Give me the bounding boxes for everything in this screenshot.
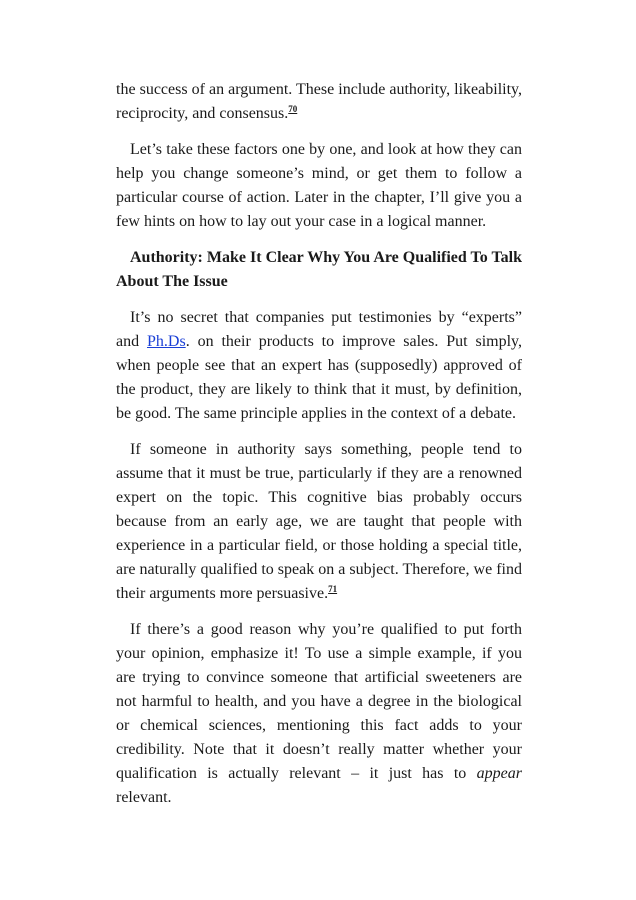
paragraph-5-text-a: If there’s a good reason why you’re qualified to put forth your opinion, emphasize it! To use a simple example, if you are trying to convince someone that artificial sweeteners are not harmful to health, and you have a degree in the biological or chemical sciences, mentioning this fact adds to your credibility. Note that it doesn’t really matter whether your qualification is actually relevant – it just has to [116,621,522,782]
paragraph-5-text-b: relevant. [116,789,172,806]
emphasis-appear: appear [476,765,522,782]
section-heading [116,246,522,294]
paragraph-3-text-b: . on their products to improve sales. Put simply, when people see that an expert has (supposedly) approved of the product, they are likely to think that it must, by definition, be good. The same principle applies in the context of a debate. [116,333,522,422]
paragraph-1-text: the success of an argument. These include authority, likeability, reciprocity, and consensus. [116,81,522,122]
paragraph-2 [116,138,522,234]
paragraph-5 [116,618,522,810]
paragraph-3-text-a: It’s no secret that companies put testimonies by “experts” and [116,309,522,350]
section-heading-text: Authority: Make It Clear Why You Are Qualified To Talk About The Issue [116,249,522,290]
paragraph-4 [116,438,522,606]
footnote-ref-71[interactable]: 71 [328,584,338,594]
paragraph-4-text: If someone in authority says something, people tend to assume that it must be true, particularly if they are a renowned expert on the topic. This cognitive bias probably occurs because from an early age, we are taught that people with experience in a particular field, or those holding a special title, are naturally qualified to speak on a subject. Therefore, we find their arguments more persuasive. [116,441,522,602]
phds-link[interactable]: Ph.Ds [147,333,186,350]
paragraph-3 [116,306,522,426]
document-page [116,78,522,822]
paragraph-2-text: Let’s take these factors one by one, and look at how they can help you change someone’s mind, or get them to follow a particular course of action. Later in the chapter, I’ll give you a few hints on how to lay out your case in a logical manner. [116,141,522,230]
paragraph-1 [116,78,522,126]
footnote-ref-70[interactable]: 70 [288,104,298,114]
